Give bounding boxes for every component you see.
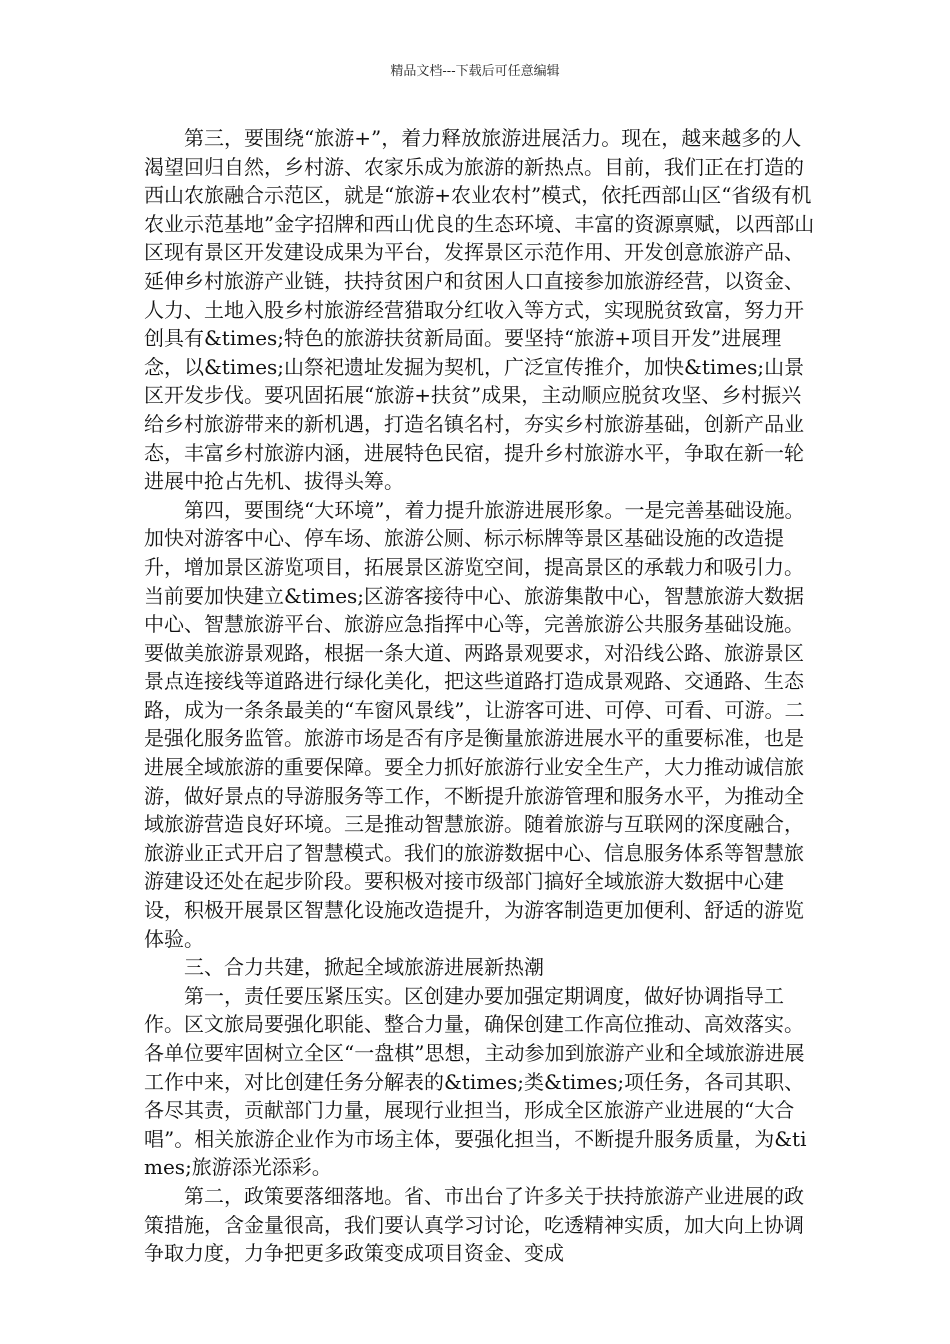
document-body (144, 124, 816, 1268)
paragraph-responsibility: 第一，责任要压紧压实。区创建办要加强定期调度，做好协调指导工作。区文旅局要强化职能、整合力量，确保创建工作高位推动、高效落实。各单位要牢固树立全区“一盘棋”思想，主动参加到旅游产业和全域旅游进展工作中来，对比创建任务分解表的&times;类&times;项任务，各司其职、各尽其责，贡献部门力量，展现行业担当，形成全区旅游产业进展的“大合唱”。相关旅游企业作为市场主体，要强化担当，不断提升服务质量，为&times;旅游添光添彩。 (144, 983, 807, 1180)
paragraph-policy: 第二，政策要落细落地。省、市出台了许多关于扶持旅游产业进展的政策措施，含金量很高，我们要认真学习讨论，吃透精神实质，加大向上协调争取力度，力争把更多政策变成项目资金、变成 (144, 1183, 804, 1266)
page-header: 精品文档---下载后可任意编辑 (390, 64, 560, 79)
section-heading-joint-construction: 三、合力共建，掀起全域旅游进展新热潮 (184, 955, 544, 980)
paragraph-big-environment: 第四，要围绕“大环境”，着力提升旅游进展形象。一是完善基础设施。加快对游客中心、停车场、旅游公厕、标示标牌等景区基础设施的改造提升，增加景区游览项目，拓展景区游览空间，提高景区的承载力和吸引力。当前要加快建立&times;区游客接待中心、旅游集散中心，智慧旅游大数据中心、智慧旅游平台、旅游应急指挥中心等，完善旅游公共服务基础设施。要做美旅游景观路，根据一条大道、两路景观要求，对沿线公路、旅游景区景点连接线等道路进行绿化美化，把这些道路打造成景观路、交通路、生态路，成为一条条最美的“车窗风景线”，让游客可进、可停、可看、可游。二是强化服务监管。旅游市场是否有序是衡量旅游进展水平的重要标准，也是进展全域旅游的重要保障。要全力抓好旅游行业安全生产，大力推动诚信旅游，做好景点的导游服务等工作，不断提升旅游管理和服务水平，为推动全域旅游营造良好环境。三是推动智慧旅游。随着旅游与互联网的深度融合，旅游业正式开启了智慧模式。我们的旅游数据中心、信息服务体系等智慧旅游建设还处在起步阶段。要积极对接市级部门搞好全域旅游大数据中心建设，积极开展景区智慧化设施改造提升，为游客制造更加便利、舒适的游览体验。 (144, 497, 805, 951)
paragraph-tourism-plus: 第三，要围绕“旅游+”，着力释放旅游进展活力。现在，越来越多的人渴望回归自然，乡村游、农家乐成为旅游的新热点。目前，我们正在打造的西山农旅融合示范区，就是“旅游+农业农村”模式，依托西部山区“省级有机农业示范基地”金字招牌和西山优良的生态环境、丰富的资源禀赋，以西部山区现有景区开发建设成果为平台，发挥景区示范作用、开发创意旅游产品、延伸乡村旅游产业链，扶持贫困户和贫困人口直接参加旅游经营，以资金、人力、土地入股乡村旅游经营猎取分红收入等方式，实现脱贫致富，努力开创具有&times;特色的旅游扶贫新局面。要坚持“旅游+项目开发”进展理念，以&times;山祭祀遗址发掘为契机，广泛宣传推介，加快&times;山景区开发步伐。要巩固拓展“旅游+扶贫”成果，主动顺应脱贫攻坚、乡村振兴给乡村旅游带来的新机遇，打造名镇名村，夯实乡村旅游基础，创新产品业态，丰富乡村旅游内涵，进展特色民宿，提升乡村旅游水平，争取在新一轮进展中抢占先机、拔得头筹。 (144, 126, 815, 494)
